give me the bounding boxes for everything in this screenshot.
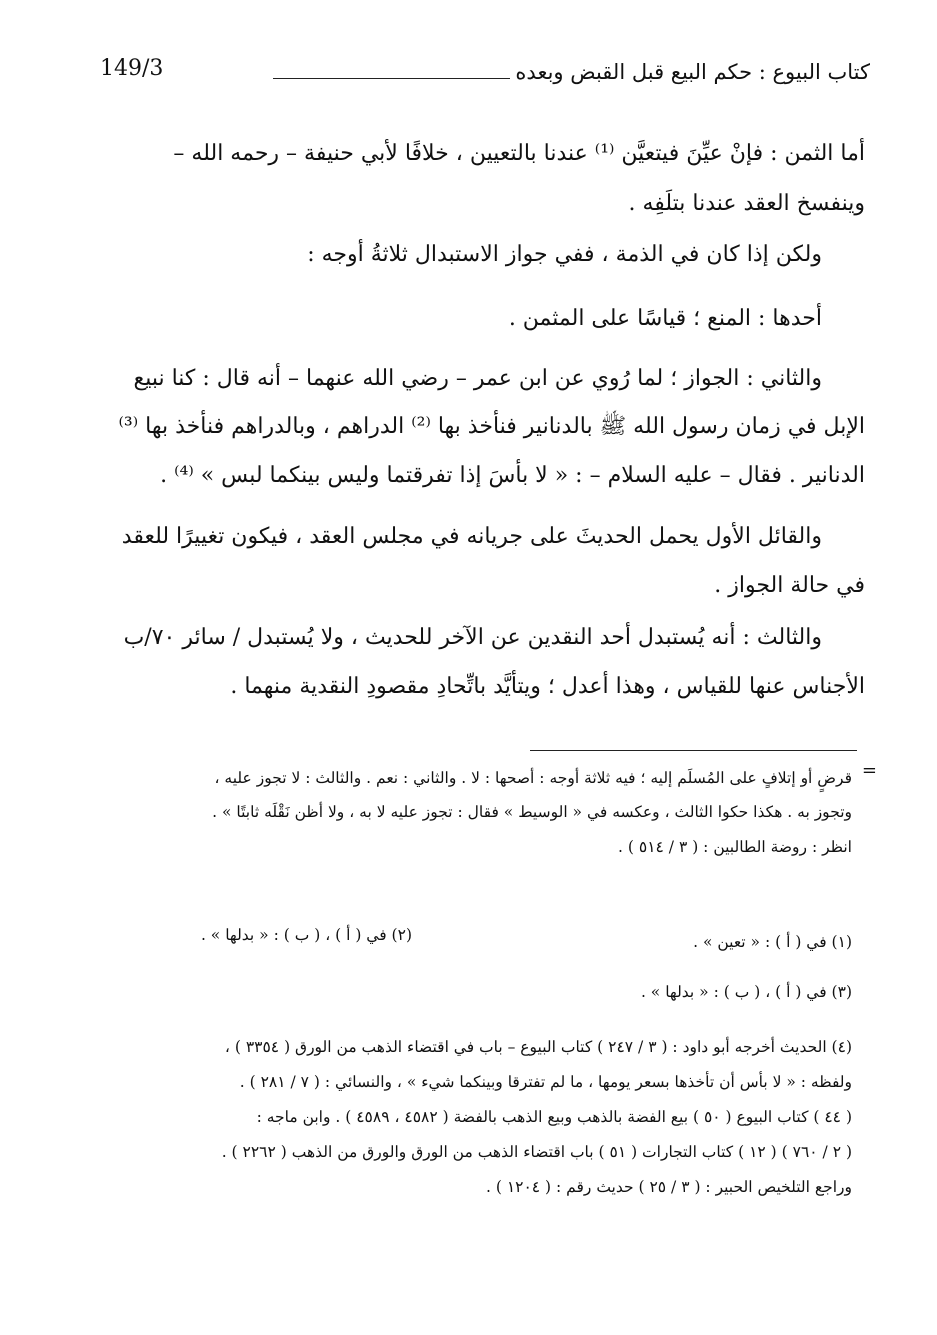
body-line: الأجناس عنها للقياس ، وهذا أعدل ؛ ويتأيَّد باتِّحادِ مقصودِ النقدية منهما . [230,674,865,699]
body-line: ولكن إذا كان في الذمة ، ففي جواز الاستبدال ثلاثةُ أوجه : [307,242,822,267]
header-rule [273,78,510,79]
footnote-line: ( ٢ / ٧٦٠ ) ( ١٢ ) كتاب التجارات ( ٥١ ) باب اقتضاء الذهب من الورق والورق من الذهب ( ٢٢٦٢ ) . [221,1143,852,1161]
body-line: أما الثمن : فإنْ عيِّنَ فيتعيَّن ⁽¹⁾ عندنا بالتعيين ، خلافًا لأبي حنيفة – رحمه الله – [173,141,865,166]
body-line: والقائل الأول يحمل الحديثَ على جريانه في مجلس العقد ، فيكون تغييرًا للعقد [121,524,822,549]
footnote-line: ( ٤٤ ) كتاب البيوع ( ٥٠ ) بيع الفضة بالذهب وبيع الذهب بالفضة ( ٤٥٨٢ ، ٤٥٨٩ ) . وابن ماجه : [256,1108,852,1126]
body-line: والثاني : الجواز ؛ لما رُوي عن ابن عمر – رضي الله عنهما – أنه قال : كنا نبيع [133,366,822,391]
footnote-continuation-mark: = [861,760,877,781]
page-reference: 149/3 [100,56,164,81]
body-line: في حالة الجواز . [714,573,865,598]
footnote-separator [530,750,857,751]
body-line: الإبل في زمان رسول الله ﷺ بالدنانير فنأخذ بها ⁽²⁾ الدراهم ، وبالدراهم فنأخذ بها ⁽³⁾ [118,414,865,439]
body-line: وينفسخ العقد عندنا بتلَفِه . [628,191,865,216]
footnote-line: انظر : روضة الطالبين : ( ٣ / ٥١٤ ) . [618,838,852,856]
footnote-4: (٤) الحديث أخرجه أبو داود : ( ٣ / ٢٤٧ ) كتاب البيوع – باب في اقتضاء الذهب من الورق ( ٣٣٥٤ ) ، [224,1038,852,1056]
footnote-3: (٣) في ( أ ) ، ( ب ) : « بدلها » . [640,983,852,1001]
footnote-line: ولفظه : « لا بأس أن تأخذها بسعر يومها ، ما لم تفترقا وبينكما شيء » ، والنسائي : ( ٧ / ٢٨١ ) . [239,1073,852,1091]
footnote-1: (١) في ( أ ) : « تعين » . [693,933,852,951]
running-header [100,52,870,96]
body-line: أحدها : المنع ؛ قياسًا على المثمن . [508,306,822,331]
footnote-line: وتجوز به . هكذا حكوا الثالث ، وعكسه في « الوسيط » فقال : تجوز عليه لا به ، ولا أظن نَقْلَه ثابتًا » . [212,803,852,821]
footnote-line: وراجع التلخيص الحبير : ( ٣ / ٢٥ ) حديث رقم : ( ١٢٠٤ ) . [485,1178,852,1196]
body-line: الدنانير . فقال – عليه السلام – : « لا بأسَ إذا تفرقتما وليس بينكما لبس » ⁽⁴⁾ . [160,463,865,488]
header-title: كتاب البيوع : حكم البيع قبل القبض وبعده [515,60,870,84]
body-line: والثالث : أنه يُستبدل أحد النقدين عن الآخر للحديث ، ولا يُستبدل / سائر ٧٠/ب [123,625,822,650]
footnote-line: قرضٍ أو إتلافٍ على المُسلَم إليه ؛ فيه ثلاثة أوجه : أصحها : لا . والثاني : نعم . والثالث : لا تجوز عليه ، [214,769,852,787]
footnote-2: (٢) في ( أ ) ، ( ب ) : « بدلها » . [200,926,412,944]
